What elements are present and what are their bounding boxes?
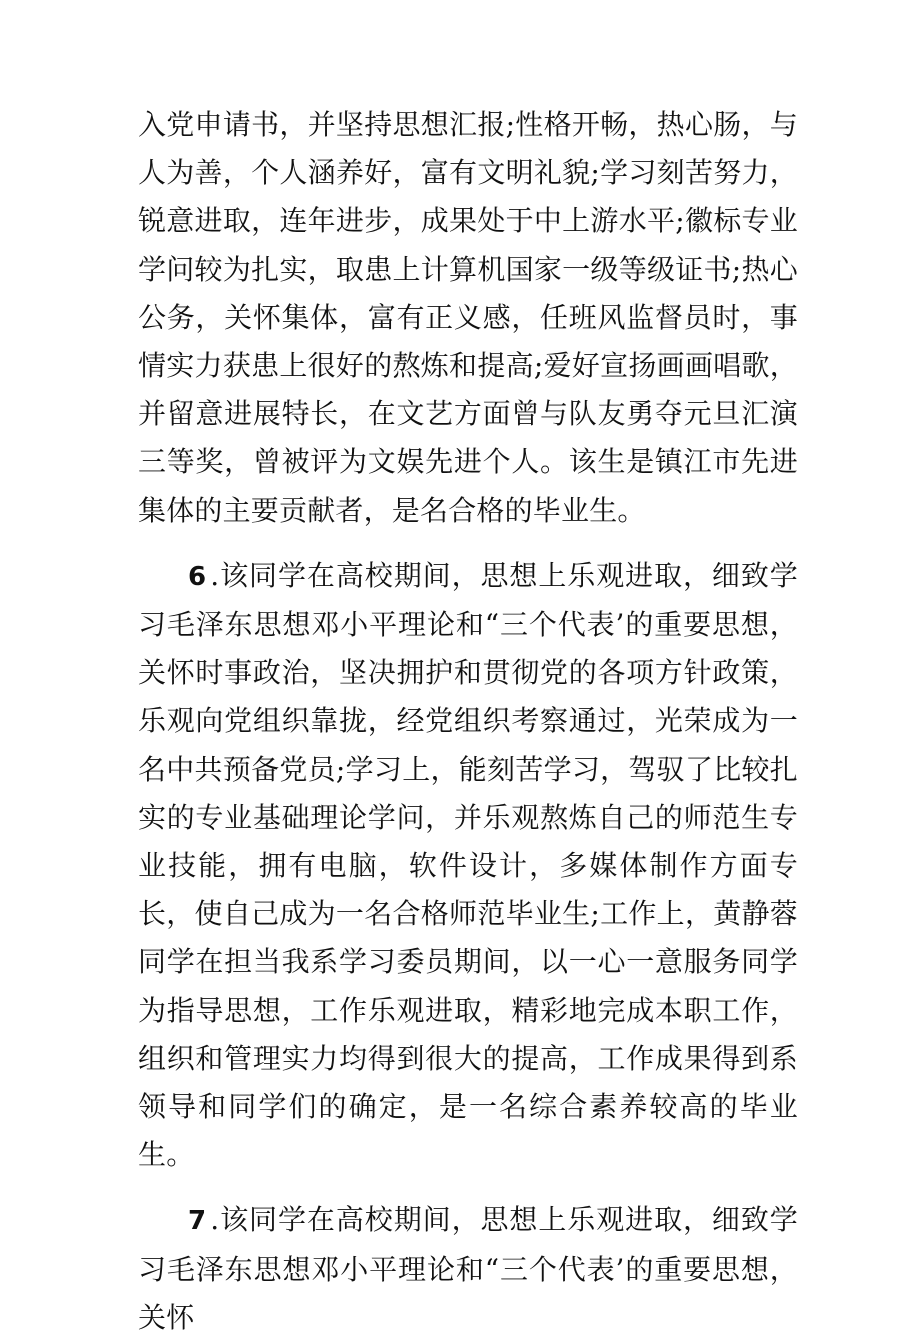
paragraph-item-7 bbox=[138, 1196, 798, 1342]
document-body bbox=[138, 101, 798, 1342]
paragraph-item-6 bbox=[138, 552, 798, 1180]
paragraph-number: 7 bbox=[188, 1206, 207, 1237]
paragraph-text: .该同学在高校期间，思想上乐观进取，细致学习毛泽东思想邓小平理论和“三个代表’的重要思想，关怀 bbox=[138, 1203, 798, 1334]
paragraph-text: .该同学在高校期间，思想上乐观进取，细致学习毛泽东思想邓小平理论和“三个代表’的重要思想，关怀时事政治，坚决拥护和贯彻党的各项方针政策，乐观向党组织靠拢，经党组织考察通过，光荣成为一名中共预备党员;学习上，能刻苦学习，驾驭了比较扎实的专业基础理论学问，并乐观熬炼自己的师范生专业技能，拥有电脑，软件设计，多媒体制作方面专长，使自己成为一名合格师范毕业生;工作上，黄静蓉同学在担当我系学习委员期间，以一心一意服务同学为指导思想，工作乐观进取，精彩地完成本职工作，组织和管理实力均得到很大的提高，工作成果得到系领导和同学们的确定，是一名综合素养较高的毕业生。 bbox=[138, 558, 798, 1172]
paragraph-text: 入党申请书，并坚持思想汇报;性格开畅，热心肠，与人为善，个人涵养好，富有文明礼貌;学习刻苦努力，锐意进取，连年进步，成果处于中上游水平;徽标专业学问较为扎实，取患上计算机国家一级等级证书;热心公务，关怀集体，富有正义感，任班风监督员时，事情实力获患上很好的熬炼和提高;爱好宣扬画画唱歌，并留意进展特长，在文艺方面曾与队友勇夺元旦汇演三等奖，曾被评为文娱先进个人。该生是镇江市先进集体的主要贡献者，是名合格的毕业生。 bbox=[138, 108, 798, 527]
paragraph-continuation bbox=[138, 101, 798, 535]
paragraph-number: 6 bbox=[188, 561, 207, 592]
